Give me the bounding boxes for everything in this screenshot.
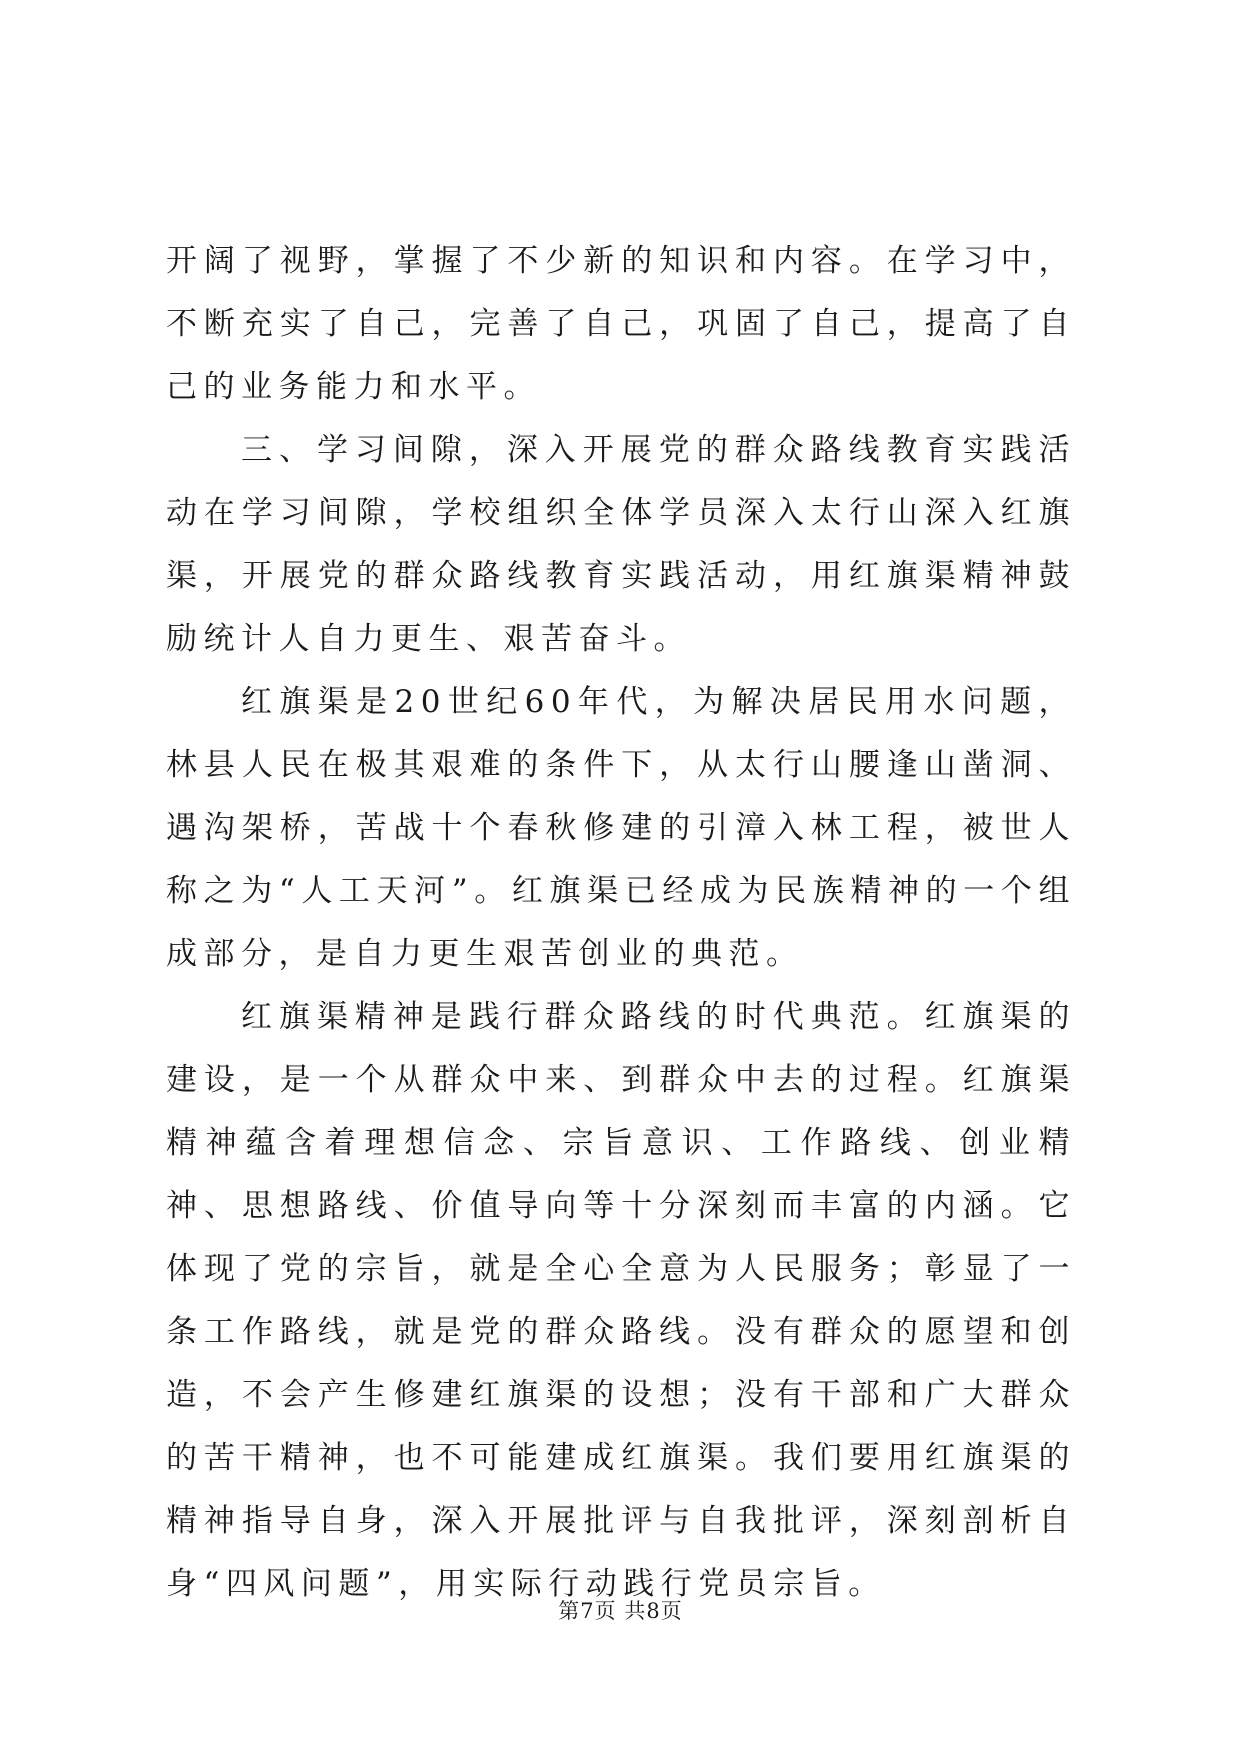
paragraph-4: 红旗渠精神是践行群众路线的时代典范。红旗渠的建设，是一个从群众中来、到群众中去的过程。红旗渠精神蕴含着理想信念、宗旨意识、工作路线、创业精神、思想路线、价值导向等十分深刻而丰富的内涵。它体现了党的宗旨，就是全心全意为人民服务；彰显了一条工作路线，就是党的群众路线。没有群众的愿望和创造，不会产生修建红旗渠的设想；没有干部和广大群众的苦干精神，也不可能建成红旗渠。我们要用红旗渠的精神指导自身，深入开展批评与自我批评，深刻剖析自身“四风问题”，用实际行动践行党员宗旨。	[166, 999, 1076, 1602]
document-body	[166, 230, 1076, 1616]
paragraph-1: 开阔了视野，掌握了不少新的知识和内容。在学习中，不断充实了自己，完善了自己，巩固了自己，提高了自己的业务能力和水平。	[166, 243, 1076, 405]
paragraph-3: 红旗渠是20世纪60年代，为解决居民用水问题，林县人民在极其艰难的条件下，从太行山腰逢山凿洞、遇沟架桥，苦战十个春秋修建的引漳入林工程，被世人称之为“人工天河”。红旗渠已经成为民族精神的一个组成部分，是自力更生艰苦创业的典范。	[166, 684, 1076, 972]
paragraph-2: 三、学习间隙，深入开展党的群众路线教育实践活动在学习间隙，学校组织全体学员深入太行山深入红旗渠，开展党的群众路线教育实践活动，用红旗渠精神鼓励统计人自力更生、艰苦奋斗。	[166, 432, 1076, 657]
page-number-footer: 第7页 共8页	[558, 1599, 683, 1623]
